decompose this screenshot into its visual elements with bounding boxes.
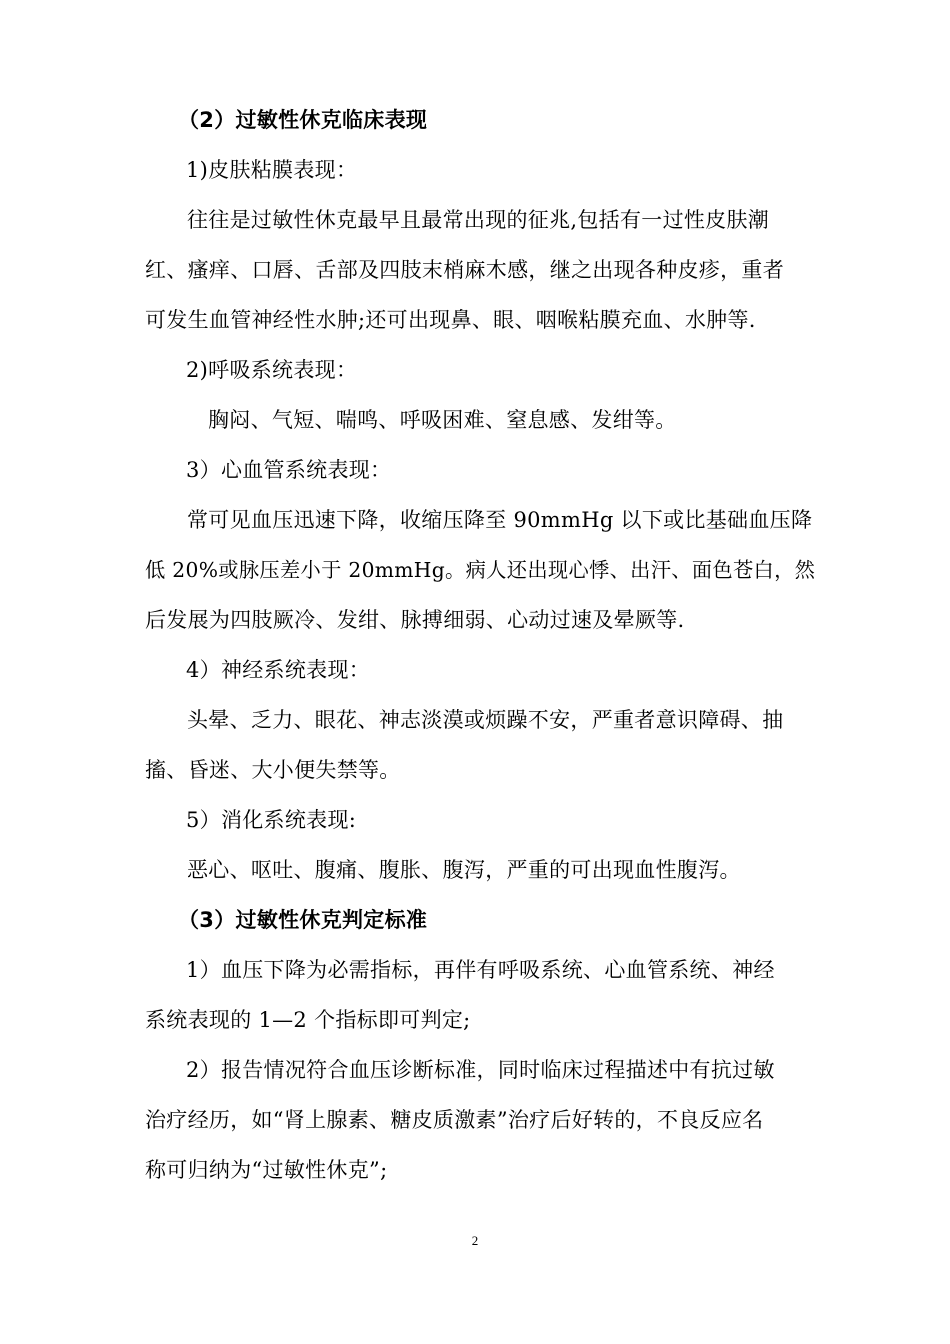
paragraph-line: 恶心、呕吐、腹痛、腹胀、腹泻，严重的可出现血性腹泻。 — [187, 858, 741, 882]
page-number: 2 — [471, 1233, 479, 1248]
paragraph-line: 胸闷、气短、喘鸣、呼吸困难、窒息感、发绀等。 — [208, 408, 677, 432]
paragraph-line: 常可见血压迅速下降，收缩压降至 90mmHg 以下或比基础血压降 — [187, 508, 813, 532]
paragraph-line: 搐、昏迷、大小便失禁等。 — [145, 758, 401, 782]
paragraph-line: 系统表现的 1—2 个指标即可判定; — [145, 1008, 471, 1032]
paragraph-line: 治疗经历，如“肾上腺素、糖皮质激素”治疗后好转的，不良反应名 — [145, 1108, 764, 1132]
subheading-skin-mucosa: 1)皮肤粘膜表现： — [186, 158, 358, 182]
subheading-respiratory: 2)呼吸系统表现： — [186, 358, 358, 382]
paragraph-line: 低 20%或脉压差小于 20mmHg。病人还出现心悸、出汗、面色苍白，然 — [145, 558, 816, 582]
section-heading-clinical-manifestations: （2）过敏性休克临床表现 — [178, 108, 428, 132]
paragraph-line: 往往是过敏性休克最早且最常出现的征兆,包括有一过性皮肤潮 — [187, 208, 770, 232]
paragraph-line: 头晕、乏力、眼花、神志淡漠或烦躁不安，严重者意识障碍、抽 — [187, 708, 784, 732]
subheading-nervous: 4）神经系统表现： — [186, 658, 371, 682]
paragraph-line: 后发展为四肢厥冷、发绀、脉搏细弱、心动过速及晕厥等. — [145, 608, 685, 632]
paragraph-line: 可发生血管神经性水肿;还可出现鼻、眼、咽喉粘膜充血、水肿等. — [145, 308, 756, 332]
paragraph-line: 1）血压下降为必需指标，再伴有呼吸系统、心血管系统、神经 — [186, 958, 775, 982]
paragraph-line: 称可归纳为“过敏性休克”; — [145, 1158, 388, 1182]
subheading-cardiovascular: 3）心血管系统表现： — [186, 458, 392, 482]
subheading-digestive: 5）消化系统表现: — [186, 808, 357, 832]
paragraph-line: 红、瘙痒、口唇、舌部及四肢末梢麻木感，继之出现各种皮疹，重者 — [145, 258, 784, 282]
section-heading-criteria: （3）过敏性休克判定标准 — [178, 908, 428, 932]
paragraph-line: 2）报告情况符合血压诊断标准，同时临床过程描述中有抗过敏 — [186, 1058, 775, 1082]
